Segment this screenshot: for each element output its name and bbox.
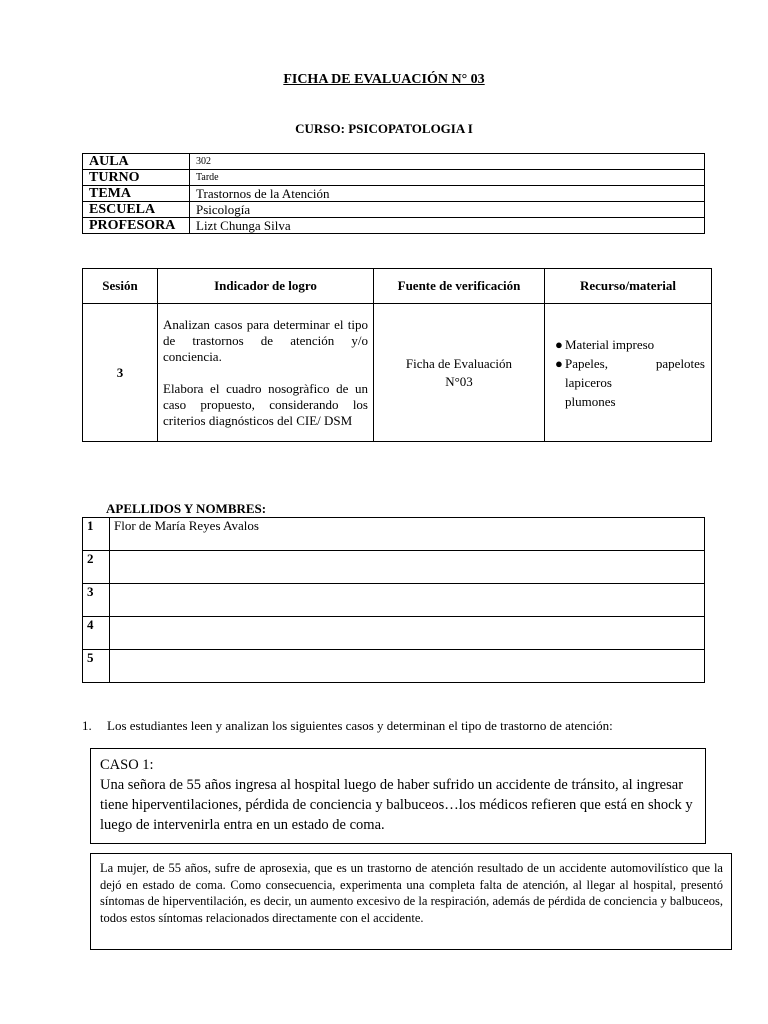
course-title: CURSO: PSICOPATOLOGIA I bbox=[295, 121, 473, 136]
resources-cell bbox=[545, 304, 712, 442]
session-table bbox=[82, 268, 712, 442]
student-name[interactable]: Flor de María Reyes Avalos bbox=[110, 518, 705, 551]
info-row-aula bbox=[83, 154, 705, 170]
session-row bbox=[83, 304, 712, 442]
student-row bbox=[83, 551, 705, 584]
bullet-icon: ● bbox=[555, 336, 563, 352]
case-1-box bbox=[90, 748, 706, 844]
student-row bbox=[83, 518, 705, 551]
header-recurso: Recurso/material bbox=[545, 269, 712, 304]
student-number: 5 bbox=[83, 650, 110, 683]
student-row bbox=[83, 584, 705, 617]
resource-item-continued: plumones bbox=[565, 393, 616, 409]
student-number: 4 bbox=[83, 617, 110, 650]
student-number: 1 bbox=[83, 518, 110, 551]
header-sesion: Sesión bbox=[83, 269, 158, 304]
source-line-2: N°03 bbox=[445, 373, 473, 389]
info-value: 302 bbox=[190, 154, 705, 170]
students-table bbox=[82, 517, 705, 683]
info-row-escuela bbox=[83, 202, 705, 218]
case-title: CASO 1: bbox=[100, 757, 154, 773]
info-label: ESCUELA bbox=[83, 202, 190, 218]
bullet-icon: ● bbox=[555, 355, 563, 371]
header-indicador: Indicador de logro bbox=[158, 269, 374, 304]
resource-item: ● Material impreso bbox=[555, 336, 655, 352]
student-row bbox=[83, 650, 705, 683]
case-text: Una señora de 55 años ingresa al hospital luego de haber sufrido un accidente de tránsito, al ingresar tiene hiperventilaciones, pérdida de conciencia y balbuceos…los médicos refieren que está en shock y luego de intervenirla entra en un estado de coma. bbox=[100, 777, 693, 833]
page-title bbox=[0, 72, 768, 88]
info-value: Tarde bbox=[190, 170, 705, 186]
question-1 bbox=[82, 718, 613, 734]
question-number: 1. bbox=[82, 718, 92, 733]
info-row-turno bbox=[83, 170, 705, 186]
info-label: AULA bbox=[83, 154, 190, 170]
question-text: Los estudiantes leen y analizan los siguientes casos y determinan el tipo de trastorno de atención: bbox=[107, 718, 613, 733]
indicator-1: Analizan casos para determinar el tipo de trastornos de atención y/o conciencia. bbox=[163, 316, 368, 364]
session-number: 3 bbox=[83, 304, 158, 442]
resources-list bbox=[555, 335, 705, 411]
info-label: TURNO bbox=[83, 170, 190, 186]
title-text: FICHA DE EVALUACIÓN N° 03 bbox=[283, 72, 485, 87]
students-heading: APELLIDOS Y NOMBRES: bbox=[106, 501, 267, 516]
info-label: TEMA bbox=[83, 186, 190, 202]
source-cell bbox=[374, 304, 545, 442]
answer-1-box bbox=[90, 853, 732, 950]
student-name[interactable] bbox=[110, 584, 705, 617]
student-name[interactable] bbox=[110, 551, 705, 584]
info-label: PROFESORA bbox=[83, 218, 190, 234]
student-name[interactable] bbox=[110, 650, 705, 683]
indicator-2: Elabora el cuadro nosogràfico de un caso propuesto, considerando los criterios diagnósticos del CIE/ DSM bbox=[163, 380, 368, 428]
session-header-row bbox=[83, 269, 712, 304]
header-fuente: Fuente de verificación bbox=[374, 269, 545, 304]
student-number: 2 bbox=[83, 551, 110, 584]
info-value: Trastornos de la Atención bbox=[190, 186, 705, 202]
answer-text[interactable]: La mujer, de 55 años, sufre de aprosexia, que es un trastorno de atención resultado de un accidente automovilístico que la dejó en estado de coma. Como consecuencia, experimenta una completa falta de atención, al llegar al hospital, presentó síntomas de hiperventilación, es decir, un aumento excesivo de la respiración, además de pérdida de conciencia y balbuceos, todos estos síntomas relacionados directamente con el accidente. bbox=[100, 861, 723, 925]
resource-item: ● Papeles, papelotes lapiceros bbox=[555, 355, 705, 390]
info-row-tema bbox=[83, 186, 705, 202]
info-value: Lizt Chunga Silva bbox=[190, 218, 705, 234]
info-row-profesora bbox=[83, 218, 705, 234]
student-name[interactable] bbox=[110, 617, 705, 650]
student-number: 3 bbox=[83, 584, 110, 617]
student-row bbox=[83, 617, 705, 650]
info-value: Psicología bbox=[190, 202, 705, 218]
source-line-1: Ficha de Evaluación bbox=[405, 355, 513, 371]
info-table bbox=[82, 153, 705, 234]
indicator-cell bbox=[158, 304, 374, 442]
